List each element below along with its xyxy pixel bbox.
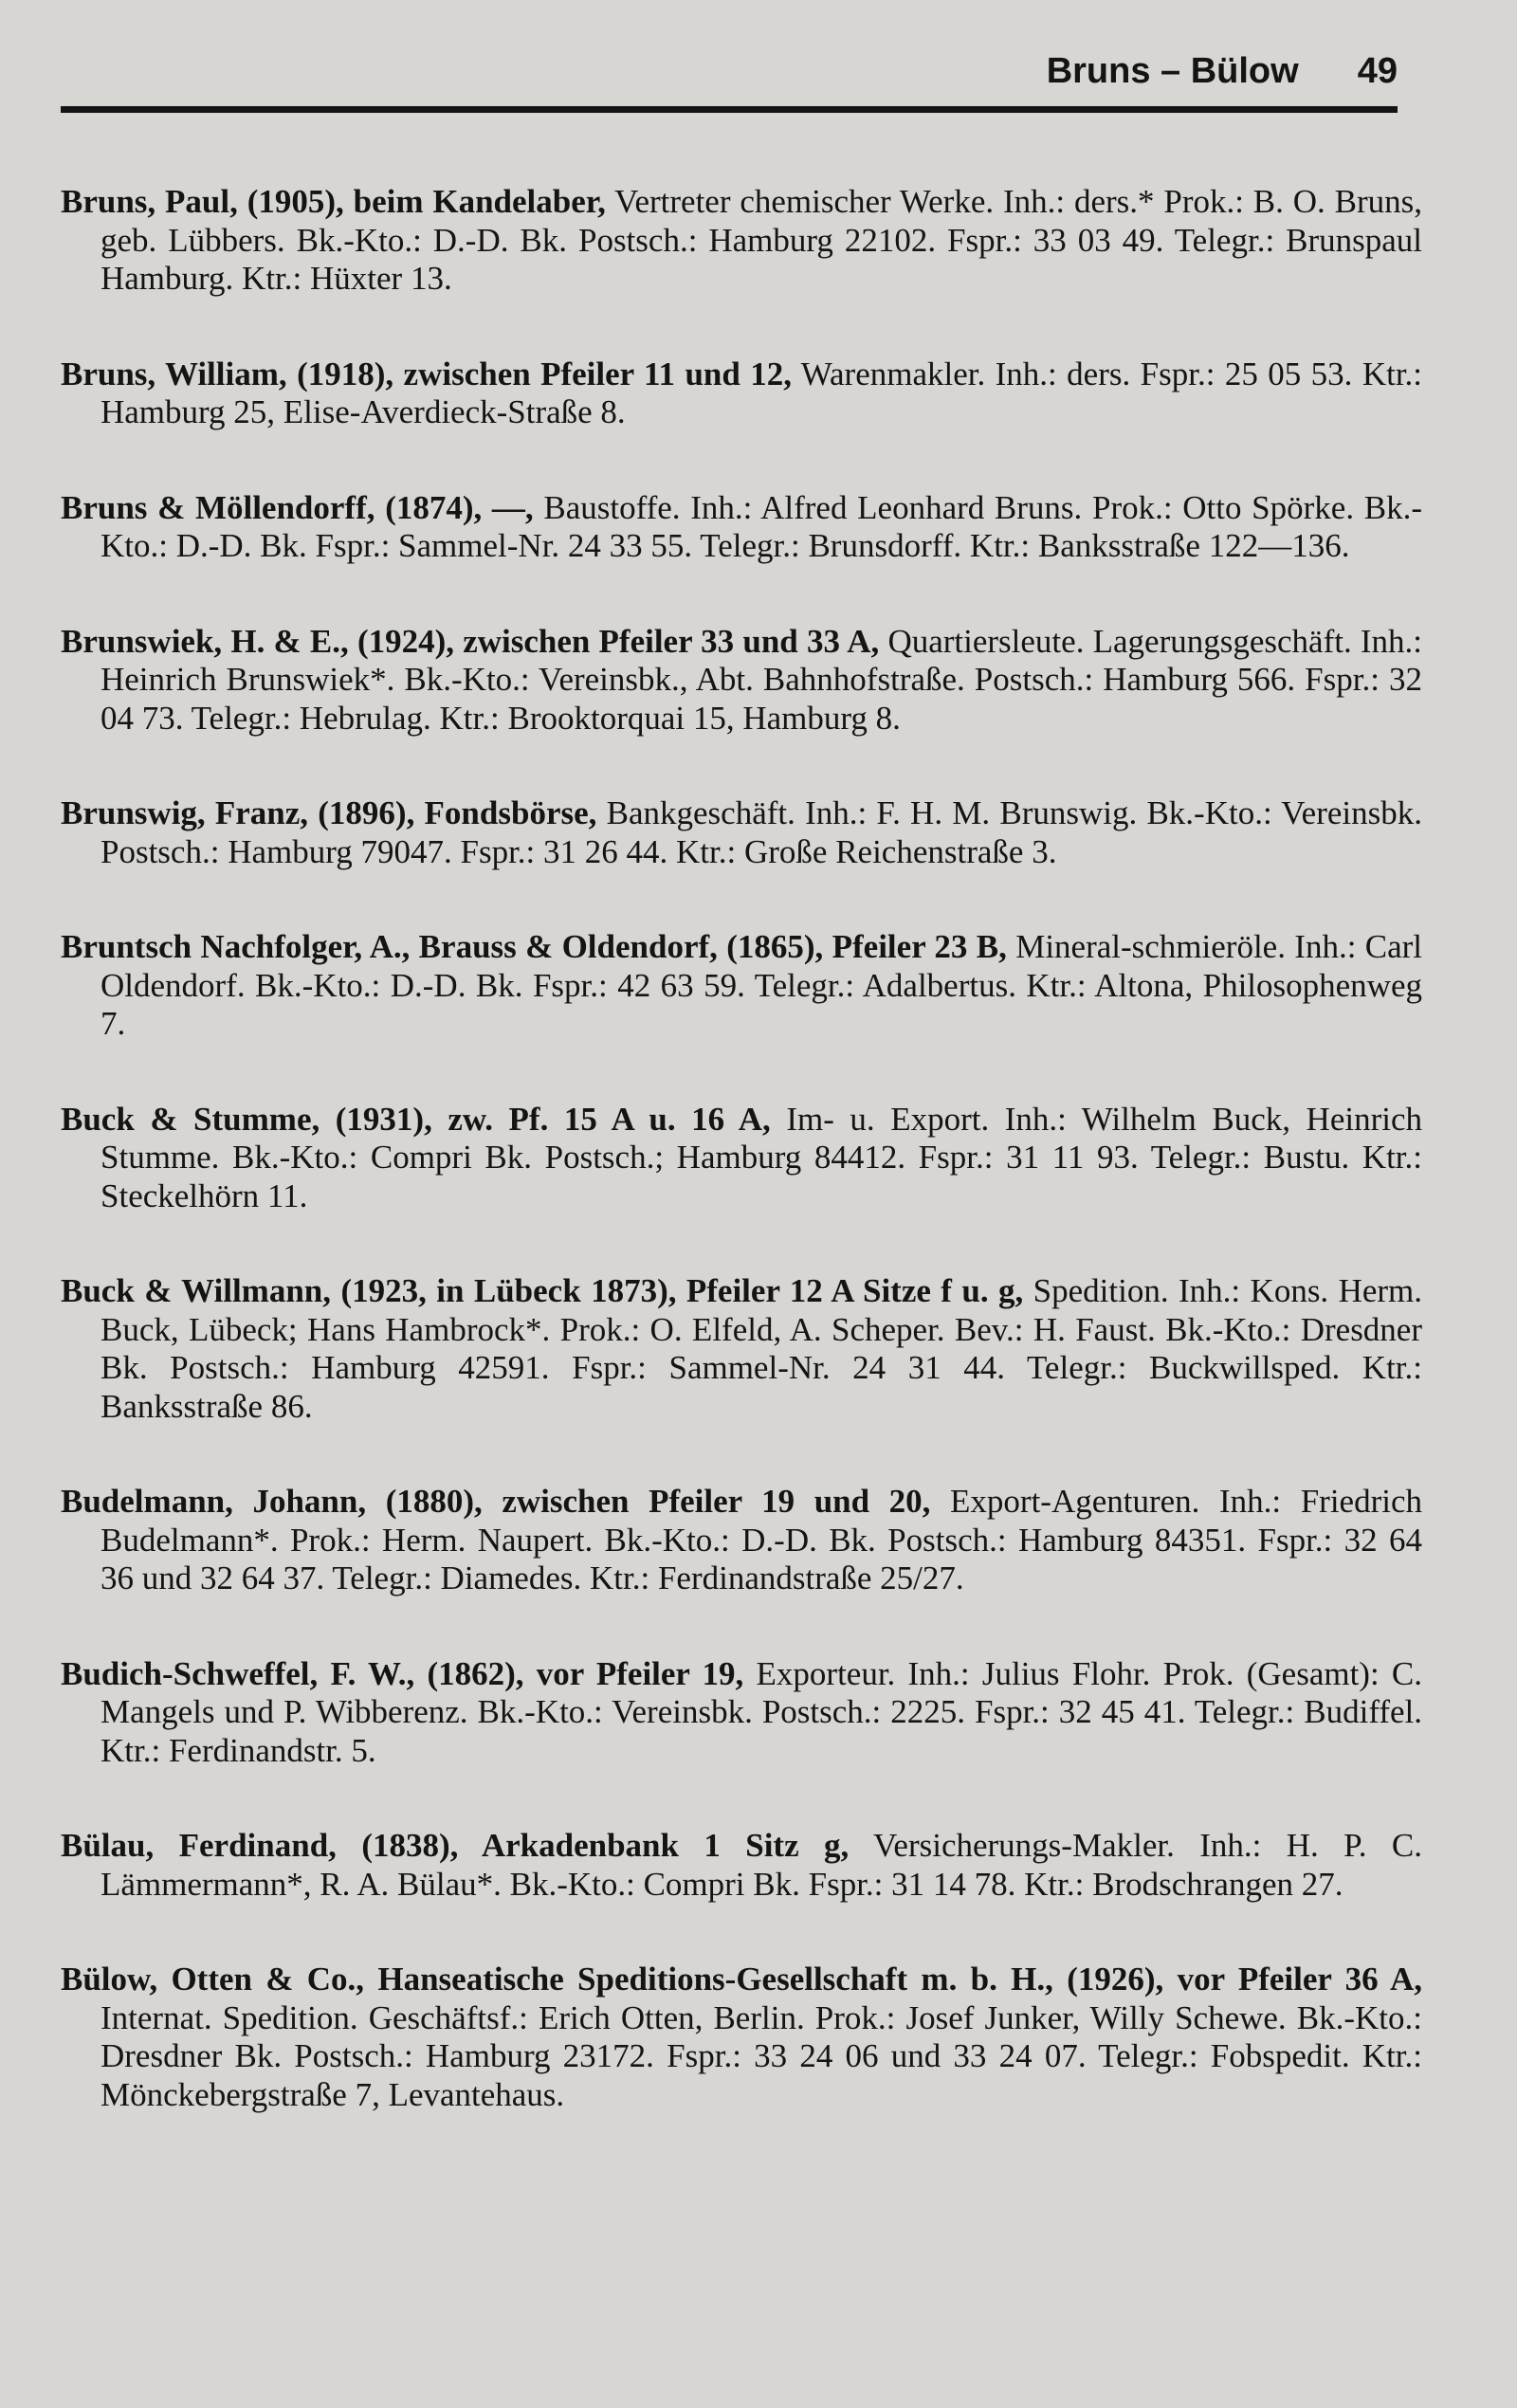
- entry-name: Buck & Stumme,: [61, 1100, 320, 1138]
- entry-head: (1880), zwischen Pfeiler 19 und 20,: [385, 1483, 931, 1520]
- entry-name: Bruns & Möllendorff,: [61, 488, 375, 526]
- entry-text: Mineral-schmieröle. Inh.: Carl Oldendorf. Bk.-Kto.: D.-D. Bk. Fspr.: 42 63 59. Telegr.: Adalbertus. Ktr.: Altona, Philosophenweg 7.: [101, 928, 1423, 1042]
- list-item: [61, 1101, 1422, 1216]
- entry-head: (1926), vor Pfeiler 36 A,: [1067, 1961, 1423, 1998]
- list-item: [61, 1483, 1422, 1598]
- entry-head: (1918), zwischen Pfeiler 11 und 12,: [297, 355, 792, 392]
- entry-name: Bruns, William,: [61, 355, 287, 392]
- entry-name: Brunswig, Franz,: [61, 794, 309, 831]
- list-item: [61, 794, 1422, 871]
- entry-head: (1931), zw. Pf. 15 A u. 16 A,: [335, 1100, 771, 1138]
- entry-name: Bruntsch Nachfolger, A., Brauss & Oldendorf,: [61, 928, 718, 965]
- entry-head: (1896), Fondsbörse,: [318, 794, 597, 831]
- entry-text: Im- u. Export. Inh.: Wilhelm Buck, Heinrich Stumme. Bk.-Kto.: Compri Bk. Postsch.; Hamburg 84412. Fspr.: 31 11 93. Telegr.: Bustu. Ktr.: Steckelhörn 11.: [101, 1100, 1423, 1214]
- list-item: [61, 928, 1422, 1044]
- entry-name: Brunswiek, H. & E.,: [61, 622, 349, 660]
- entry-text: Bankgeschäft. Inh.: F. H. M. Brunswig. Bk.-Kto.: Vereinsbk. Postsch.: Hamburg 79047. Fspr.: 31 26 44. Ktr.: Große Reichenstraße 3.: [101, 794, 1422, 870]
- entry-list: [61, 150, 1422, 2171]
- entry-text: Exporteur. Inh.: Julius Flohr. Prok. (Gesamt): C. Mangels und P. Wibberenz. Bk.-Kto.: Vereinsbk. Postsch.: 2225. Fspr.: 32 45 41. Telegr.: Budiffel. Ktr.: Ferdinandstr. 5.: [101, 1654, 1423, 1769]
- entry-text: Warenmakler. Inh.: ders. Fspr.: 25 05 53. Ktr.: Hamburg 25, Elise-Averdieck-Straße 8.: [101, 355, 1423, 430]
- entry-name: Budelmann, Johann,: [61, 1483, 367, 1520]
- entry-head: (1838), Arkadenbank 1 Sitz g,: [361, 1827, 850, 1864]
- entry-name: Bülow, Otten & Co., Hanseatische Speditions-Gesellschaft m. b. H.,: [61, 1961, 1053, 1998]
- list-item: [61, 1961, 1422, 2114]
- list-item: [61, 1827, 1422, 1904]
- entry-text: Export-Agenturen. Inh.: Friedrich Budelmann*. Prok.: Herm. Naupert. Bk.-Kto.: D.-D. Bk. Postsch.: Hamburg 84351. Fspr.: 32 64 36 und 32 64 37. Telegr.: Diamedes. Ktr.: Ferdinandstraße 25/27.: [101, 1483, 1423, 1596]
- entry-head: (1865), Pfeiler 23 B,: [726, 928, 1007, 965]
- entry-head: (1924), zwischen Pfeiler 33 und 33 A,: [356, 622, 880, 660]
- entry-name: Bruns, Paul,: [61, 183, 238, 220]
- entry-text: Versicherungs-Makler. Inh.: H. P. C. Lämmermann*, R. A. Bülau*. Bk.-Kto.: Compri Bk. Fspr.: 31 14 78. Ktr.: Brodschrangen 27.: [101, 1827, 1422, 1903]
- running-header: [61, 38, 1398, 104]
- list-item: [61, 183, 1422, 299]
- entry-text: Spedition. Inh.: Kons. Herm. Buck, Lübeck; Hans Hambrock*. Prok.: O. Elfeld, A. Scheper. Bev.: H. Faust. Bk.-Kto.: Dresdner Bk. Postsch.: Hamburg 42591. Fspr.: Sammel-Nr. 24 31 44. Telegr.: Buckwillsped. Ktr.: Banksstraße 86.: [101, 1272, 1423, 1425]
- list-item: [61, 623, 1422, 739]
- list-item: [61, 1655, 1422, 1771]
- entry-text: Baustoffe. Inh.: Alfred Leonhard Bruns. Prok.: Otto Spörke. Bk.-Kto.: D.-D. Bk. Fspr.: Sammel-Nr. 24 33 55. Telegr.: Brunsdorff. Ktr.: Banksstraße 122—136.: [101, 488, 1423, 564]
- entry-name: Bülau, Ferdinand,: [61, 1827, 337, 1864]
- list-item: [61, 489, 1422, 566]
- list-item: [61, 356, 1422, 432]
- list-item: [61, 1272, 1422, 1426]
- entry-head: (1923, in Lübeck 1873), Pfeiler 12 A Sitze f u. g,: [340, 1272, 1024, 1309]
- page-number: 49: [1357, 50, 1398, 91]
- entry-name: Buck & Willmann,: [61, 1272, 332, 1309]
- entry-text: Vertreter chemischer Werke. Inh.: ders.* Prok.: B. O. Bruns, geb. Lübbers. Bk.-Kto.: D.-D. Bk. Postsch.: Hamburg 22102. Fspr.: 33 03 49. Telegr.: Brunspaul Hamburg. Ktr.: Hüxter 13.: [101, 183, 1422, 297]
- entry-head: (1874), —,: [385, 488, 534, 526]
- entry-head: (1862), vor Pfeiler 19,: [427, 1654, 744, 1692]
- header-rule: [61, 106, 1398, 113]
- entry-text: Internat. Spedition. Geschäftsf.: Erich Otten, Berlin. Prok.: Josef Junker, Willy Schewe. Bk.-Kto.: Dresdner Bk. Postsch.: Hamburg 23172. Fspr.: 33 24 06 und 33 24 07. Telegr.: Fobspedit. Ktr.: Mönckebergstraße 7, Levantehaus.: [101, 1998, 1422, 2113]
- entry-head: (1905), beim Kandelaber,: [247, 183, 606, 220]
- header-title: Bruns – Bülow: [1046, 50, 1299, 91]
- entry-text: Quartiersleute. Lagerungsgeschäft. Inh.: Heinrich Brunswiek*. Bk.-Kto.: Vereinsbk., Abt. Bahnhofstraße. Postsch.: Hamburg 566. Fspr.: 32 04 73. Telegr.: Hebrulag. Ktr.: Brooktorquai 15, Hamburg 8.: [101, 622, 1423, 737]
- entry-name: Budich-Schweffel, F. W.,: [61, 1654, 415, 1692]
